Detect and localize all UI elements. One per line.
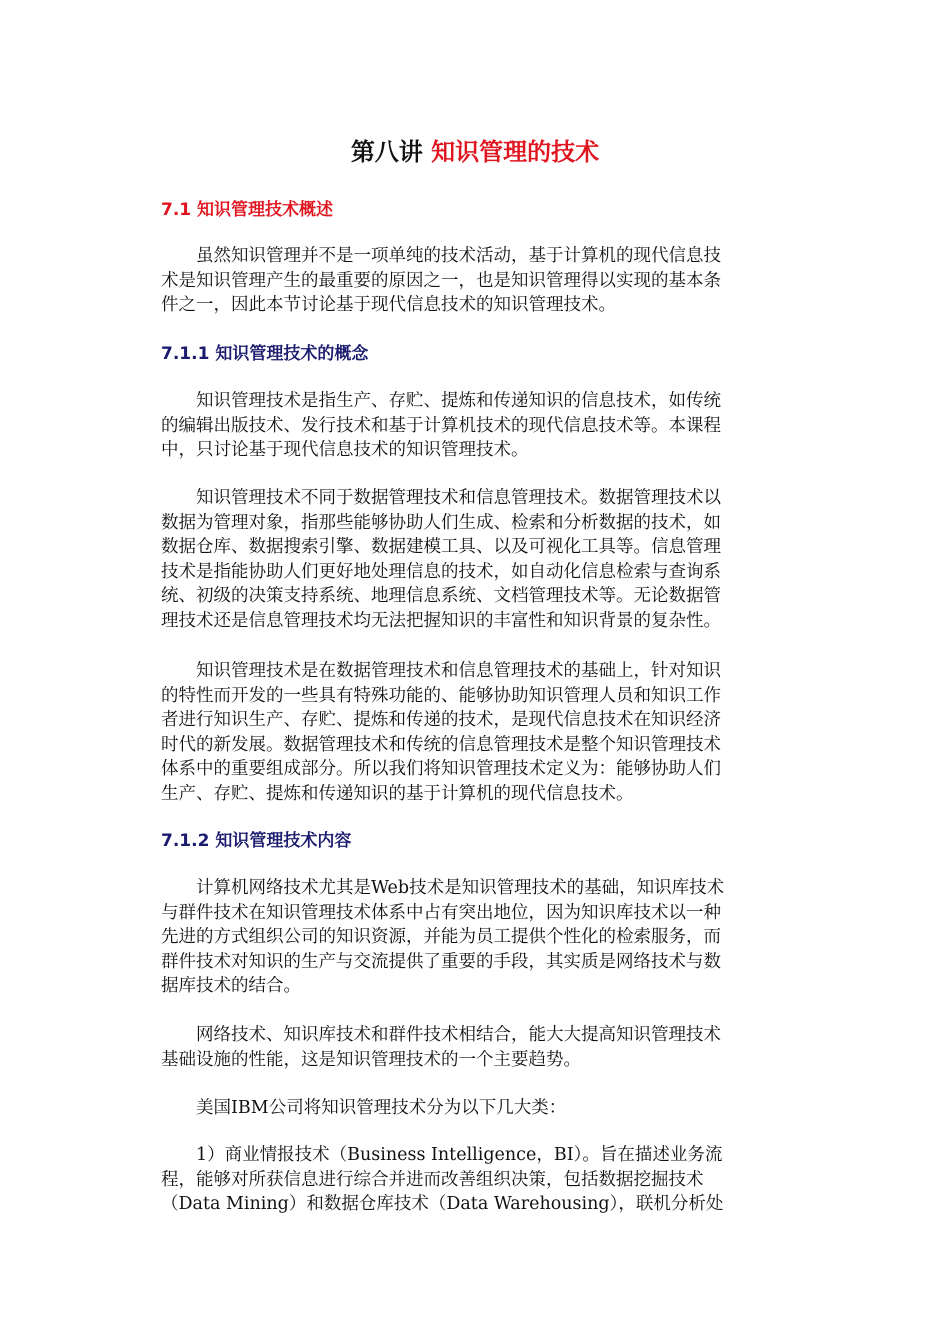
paragraph-line: 计算机网络技术尤其是Web技术是知识管理技术的基础，知识库技术	[161, 878, 725, 898]
paragraph-line: 据库技术的结合。	[161, 976, 301, 996]
paragraph-line: 1）商业情报技术（Business Intelligence，BI）。旨在描述业务流	[161, 1145, 723, 1165]
paragraph-line: 网络技术、知识库技术和群件技术相结合，能大大提高知识管理技术	[161, 1025, 721, 1045]
paragraph-line: 基础设施的性能，这是知识管理技术的一个主要趋势。	[161, 1049, 581, 1070]
paragraph-line: 者进行知识生产、存贮、提炼和传递的技术，是现代信息技术在知识经济	[161, 710, 721, 730]
paragraph-line: 先进的方式组织公司的知识资源，并能为员工提供个性化的检索服务，而	[161, 927, 721, 947]
paragraph-line: 数据仓库、数据搜索引擎、数据建模工具、以及可视化工具等。信息管理	[161, 537, 721, 557]
section-heading-7-1: 7.1 知识管理技术概述	[161, 200, 334, 220]
paragraph-line: 程，能够对所获信息进行综合并进而改善组织决策，包括数据挖掘技术	[161, 1169, 704, 1190]
section-heading-7-1-2: 7.1.2 知识管理技术内容	[161, 831, 352, 851]
paragraph-line: 件之一，因此本节讨论基于现代信息技术的知识管理技术。	[161, 295, 616, 315]
paragraph-business-intelligence	[161, 1143, 791, 1217]
paragraph-line: （Data Mining）和数据仓库技术（Data Warehousing），联机分析处	[161, 1194, 724, 1214]
paragraph-line: 中，只讨论基于现代信息技术的知识管理技术。	[161, 440, 529, 460]
paragraph-line: 理技术还是信息管理技术均无法把握知识的丰富性和知识背景的复杂性。	[161, 610, 721, 631]
paragraph-line: 美国IBM公司将知识管理技术分为以下几大类：	[161, 1098, 567, 1118]
paragraph-line: 术是知识管理产生的最重要的原因之一，也是知识管理得以实现的基本条	[161, 270, 721, 291]
paragraph-line: 的特性而开发的一些具有特殊功能的、能够协助知识管理人员和知识工作	[161, 685, 721, 706]
paragraph-line: 与群件技术在知识管理技术体系中占有突出地位，因为知识库技术以一种	[161, 902, 721, 923]
paragraph-concept-definition	[161, 389, 791, 463]
paragraph-network-tech	[161, 876, 791, 999]
paragraph-trend	[161, 1023, 791, 1072]
paragraph-line: 数据为管理对象，指那些能够协助人们生成、检索和分析数据的技术，如	[161, 512, 721, 533]
paragraph-line: 技术是指能协助人们更好地处理信息的技术，如自动化信息检索与查询系	[161, 561, 721, 582]
paragraph-definition	[161, 659, 791, 806]
paragraph-ibm-categories	[161, 1096, 791, 1121]
title-main: 知识管理的技术	[431, 137, 600, 166]
paragraph-line: 虽然知识管理并不是一项单纯的技术活动，基于计算机的现代信息技	[161, 246, 721, 266]
paragraph-line: 统、初级的决策支持系统、地理信息系统、文档管理技术等。无论数据管	[161, 586, 721, 606]
paragraph-line: 知识管理技术是在数据管理技术和信息管理技术的基础上，针对知识	[161, 661, 721, 681]
section-heading-7-1-1: 7.1.1 知识管理技术的概念	[161, 344, 369, 364]
paragraph-line: 生产、存贮、提炼和传递知识的基于计算机的现代信息技术。	[161, 783, 634, 804]
paragraph-line: 知识管理技术不同于数据管理技术和信息管理技术。数据管理技术以	[161, 488, 721, 508]
title-prefix: 第八讲	[350, 137, 423, 166]
paragraph-intro	[161, 244, 791, 318]
paragraph-line: 体系中的重要组成部分。所以我们将知识管理技术定义为：能够协助人们	[161, 759, 721, 779]
paragraph-line: 时代的新发展。数据管理技术和传统的信息管理技术是整个知识管理技术	[161, 734, 721, 755]
paragraph-line: 群件技术对知识的生产与交流提供了重要的手段，其实质是网络技术与数	[161, 951, 721, 972]
paragraph-line: 知识管理技术是指生产、存贮、提炼和传递知识的信息技术，如传统	[161, 391, 721, 411]
page-title	[0, 136, 950, 168]
paragraph-line: 的编辑出版技术、发行技术和基于计算机技术的现代信息技术等。本课程	[161, 415, 721, 436]
paragraph-comparison	[161, 486, 791, 633]
